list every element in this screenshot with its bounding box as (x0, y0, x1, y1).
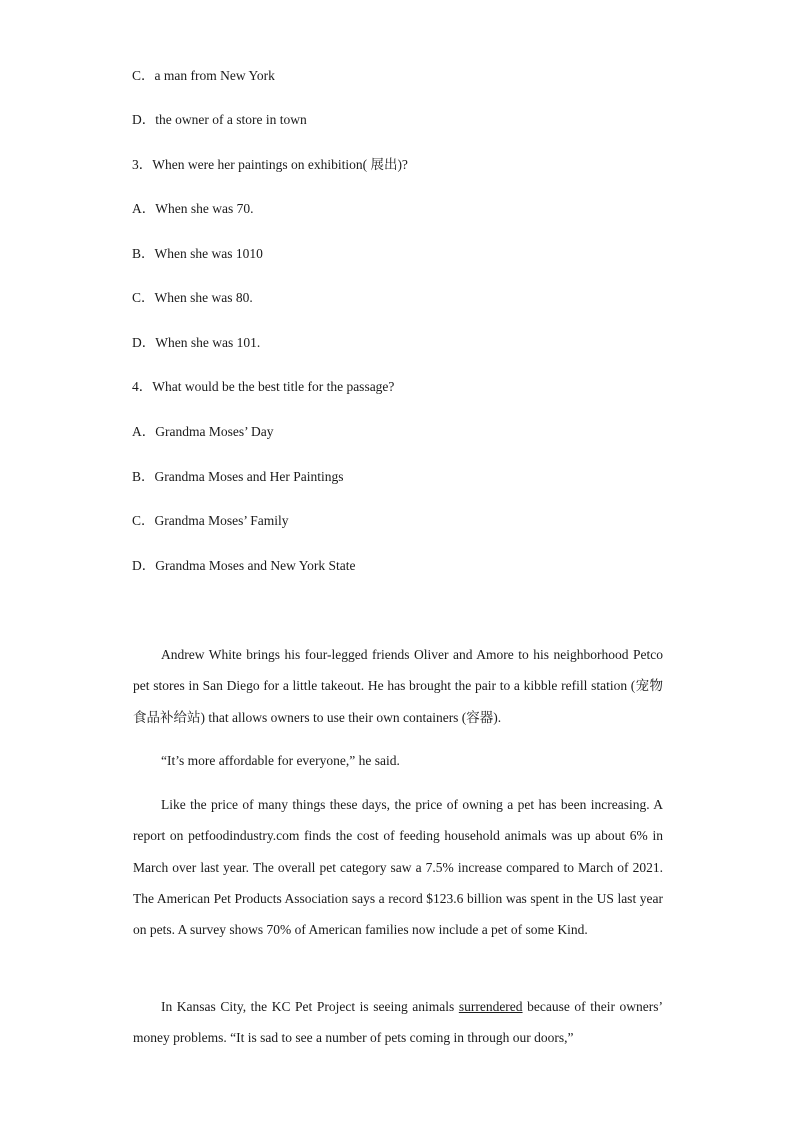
q3-option-b: B．When she was 1010 (132, 246, 263, 261)
q4-option-b: B．Grandma Moses and Her Paintings (132, 469, 344, 484)
q4-option-c: C．Grandma Moses’ Family (132, 513, 289, 528)
q3-option-a: A．When she was 70. (132, 201, 254, 216)
q2-option-d: D．the owner of a store in town (132, 112, 307, 127)
underlined-word: surrendered (458, 999, 523, 1014)
q3-option-c: C．When she was 80. (132, 290, 253, 305)
q2-option-c: C．a man from New York (132, 68, 275, 83)
passage-paragraph-4 (133, 991, 663, 1054)
passage-paragraph-2: “It’s more affordable for everyone,” he said. (161, 753, 400, 768)
q3-option-d: D．When she was 101. (132, 335, 261, 350)
q4-option-d: D．Grandma Moses and New York State (132, 558, 356, 573)
passage-paragraph-1: Andrew White brings his four-legged friends Oliver and Amore to his neighborhood Petco pet stores in San Diego for a little takeout. He has brought the pair to a kibble refill station (宠物食品补给站) that allows owners to use their own containers (容器). (133, 647, 663, 725)
passage-paragraph-3: Like the price of many things these days, the price of owning a pet has been increasing. A report on petfoodindustry.com finds the cost of feeding household animals was up about 6% in March over last year. The overall pet category saw a 7.5% increase compared to March of 2021. The American Pet Products Association says a record $123.6 billion was spent in the US last year on pets. A survey shows 70% of American families now include a pet of some Kind. (133, 797, 663, 938)
p4-text-after: because of their owners’ money problems. “It is sad to see a number of pets coming in through our doors,” (133, 999, 663, 1046)
p4-text-before: In Kansas City, the KC Pet Project is seeing animals (161, 999, 459, 1014)
q4-stem: 4．What would be the best title for the passage? (132, 379, 395, 394)
q4-option-a: A．Grandma Moses’ Day (132, 424, 274, 439)
q3-stem: 3．When were her paintings on exhibition( 展出)? (132, 157, 408, 172)
